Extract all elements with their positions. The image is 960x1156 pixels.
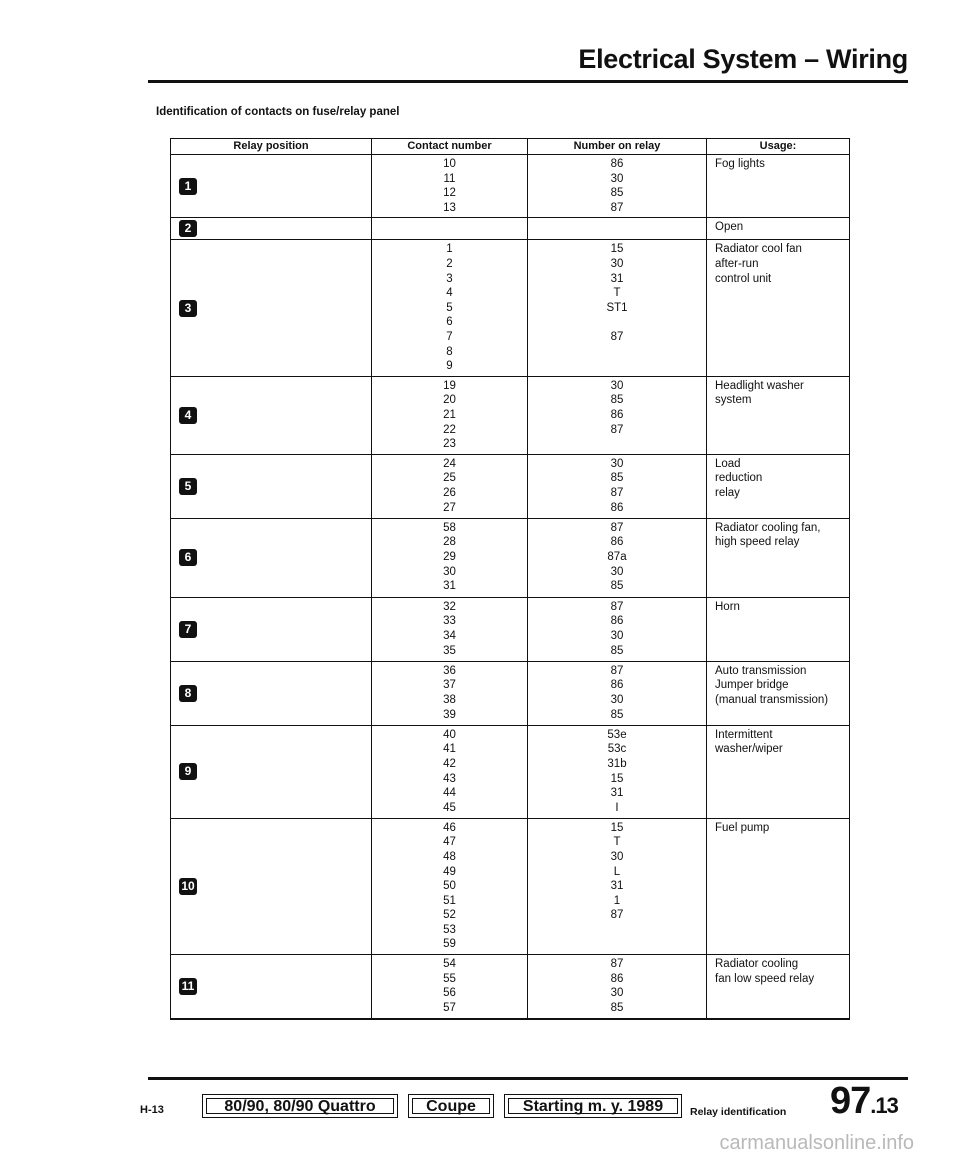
table-row	[171, 818, 850, 954]
usage-text: Fuel pump	[715, 821, 770, 834]
contact-numbers: 1 2 3 4 5 6 7 8 9	[446, 243, 453, 373]
relay-position-badge: 9	[179, 763, 197, 780]
table-row	[171, 955, 850, 1019]
header-usage: Usage:	[707, 139, 850, 155]
relay-position-cell	[171, 518, 372, 597]
page-number	[830, 1080, 898, 1123]
table-row	[171, 376, 850, 454]
footer-rule	[148, 1077, 908, 1080]
relay-numbers-cell	[528, 376, 707, 454]
relay-position-cell	[171, 661, 372, 725]
table-row	[171, 454, 850, 518]
relay-position-badge: 5	[179, 478, 197, 495]
usage-text: Auto transmission Jumper bridge (manual transmission)	[715, 664, 829, 706]
page-number-main: 97	[830, 1080, 871, 1122]
header-contact-number: Contact number	[372, 139, 528, 155]
usage-text: Load reduction relay	[715, 457, 763, 499]
relay-position-cell	[171, 725, 372, 818]
relay-position-cell	[171, 597, 372, 661]
contact-numbers-cell	[372, 155, 528, 218]
relay-numbers-cell	[528, 155, 707, 218]
relay-position-cell	[171, 818, 372, 954]
contact-numbers: 32 33 34 35	[443, 600, 456, 657]
relay-position-cell	[171, 376, 372, 454]
usage-cell	[707, 955, 850, 1019]
relay-position-cell	[171, 218, 372, 240]
table-row	[171, 725, 850, 818]
contact-numbers-cell	[372, 218, 528, 240]
usage-cell	[707, 518, 850, 597]
usage-text: Open	[715, 221, 744, 234]
table-row	[171, 240, 850, 376]
relay-numbers: 87 86 30 85	[610, 958, 624, 1014]
table-caption: Identification of contacts on fuse/relay panel	[156, 106, 400, 118]
contact-numbers-cell	[372, 597, 528, 661]
relay-position-badge: 2	[179, 220, 197, 237]
model-box: 80/90, 80/90 Quattro	[202, 1094, 398, 1118]
contact-numbers: 54 55 56 57	[443, 958, 456, 1014]
relay-numbers-cell	[528, 454, 707, 518]
relay-numbers-cell	[528, 661, 707, 725]
contact-numbers: 10 11 12 13	[443, 158, 456, 214]
relay-position-badge: 1	[179, 178, 197, 195]
table-header-row	[171, 139, 850, 155]
relay-numbers: 15 T 30 L 31 1 87	[610, 821, 624, 922]
contact-numbers-cell	[372, 518, 528, 597]
relay-position-badge: 8	[179, 685, 197, 702]
page-code: H-13	[140, 1104, 164, 1116]
contact-numbers-cell	[372, 955, 528, 1019]
relay-numbers: 87 86 30 85	[610, 600, 624, 657]
contact-numbers: 58 28 29 30 31	[443, 521, 456, 593]
table-row	[171, 155, 850, 218]
watermark: carmanualsonline.info	[719, 1132, 914, 1154]
page-title: Electrical System – Wiring	[578, 44, 908, 74]
relay-numbers: 30 85 87 86	[610, 457, 624, 514]
usage-text: Radiator cooling fan low speed relay	[715, 958, 815, 985]
relay-numbers-cell	[528, 597, 707, 661]
relay-numbers-cell	[528, 955, 707, 1019]
usage-text: Fog lights	[715, 158, 765, 170]
contact-numbers: 36 37 38 39	[443, 664, 456, 721]
usage-text: Radiator cooling fan, high speed relay	[715, 521, 821, 549]
table-row	[171, 661, 850, 725]
relay-numbers-cell	[528, 818, 707, 954]
usage-text: Horn	[715, 600, 740, 613]
relay-numbers-cell	[528, 218, 707, 240]
usage-text: Intermittent washer/wiper	[715, 728, 783, 756]
relay-position-cell	[171, 955, 372, 1019]
relay-numbers-cell	[528, 240, 707, 376]
relay-position-badge: 7	[179, 621, 197, 638]
relay-identification-table	[170, 138, 850, 1020]
contact-numbers-cell	[372, 454, 528, 518]
contact-numbers: 24 25 26 27	[443, 457, 456, 514]
contact-numbers: 19 20 21 22 23	[443, 379, 456, 451]
header-relay-position: Relay position	[171, 139, 372, 155]
relay-numbers: 53e 53c 31b 15 31 I	[607, 728, 627, 814]
page-footer	[0, 1080, 960, 1132]
usage-text: Headlight washer system	[715, 379, 804, 407]
table-row	[171, 518, 850, 597]
relay-numbers: 15 30 31 T ST1 87	[606, 243, 628, 343]
usage-cell	[707, 376, 850, 454]
contact-numbers-cell	[372, 725, 528, 818]
contact-numbers-cell	[372, 661, 528, 725]
relay-position-cell	[171, 155, 372, 218]
relay-position-badge: 6	[179, 549, 197, 566]
header-rule	[148, 80, 908, 83]
table-row	[171, 218, 850, 240]
usage-cell	[707, 818, 850, 954]
relay-numbers: 87 86 87a 30 85	[607, 521, 627, 593]
relay-numbers: 86 30 85 87	[610, 158, 624, 214]
contact-numbers-cell	[372, 240, 528, 376]
usage-text: Radiator cool fan after-run control unit	[715, 243, 802, 285]
relay-numbers: 30 85 86 87	[610, 379, 624, 436]
body-style-box: Coupe	[408, 1094, 494, 1118]
usage-cell	[707, 155, 850, 218]
section-label: Relay identification	[690, 1106, 787, 1118]
contact-numbers: 46 47 48 49 50 51 52 53 59	[443, 821, 456, 951]
relay-position-badge: 11	[179, 978, 197, 995]
relay-position-badge: 10	[179, 878, 197, 895]
page-number-sub: .13	[870, 1093, 898, 1118]
contact-numbers-cell	[372, 376, 528, 454]
relay-position-cell	[171, 240, 372, 376]
header-number-on-relay: Number on relay	[528, 139, 707, 155]
usage-cell	[707, 597, 850, 661]
usage-cell	[707, 240, 850, 376]
relay-position-badge: 3	[179, 300, 197, 317]
relay-numbers: 87 86 30 85	[610, 664, 624, 721]
relay-position-badge: 4	[179, 407, 197, 424]
contact-numbers: 40 41 42 43 44 45	[443, 728, 456, 814]
usage-cell	[707, 725, 850, 818]
relay-numbers-cell	[528, 725, 707, 818]
relay-position-cell	[171, 454, 372, 518]
usage-cell	[707, 661, 850, 725]
relay-numbers-cell	[528, 518, 707, 597]
usage-cell	[707, 454, 850, 518]
table-row	[171, 597, 850, 661]
contact-numbers-cell	[372, 818, 528, 954]
model-year-box: Starting m. y. 1989	[504, 1094, 682, 1118]
usage-cell	[707, 218, 850, 240]
